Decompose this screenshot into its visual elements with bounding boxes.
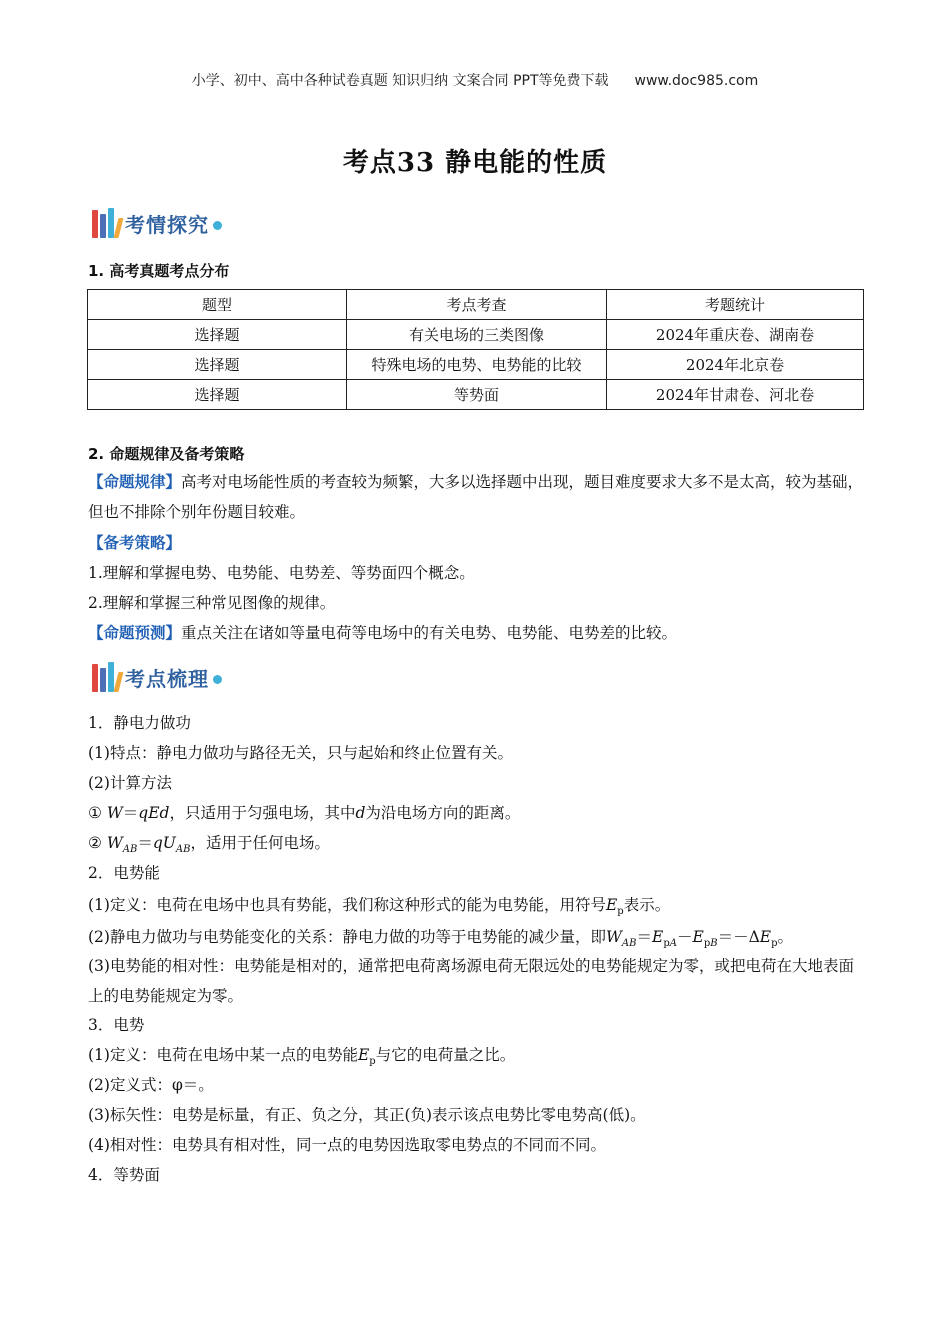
line-text: ，只适用于匀强电场，其中 (169, 804, 356, 822)
section-badge-exam-analysis (92, 206, 222, 240)
books-icon (92, 208, 123, 238)
header-text: 小学、初中、高中各种试卷真题 知识归纳 文案合同 PPT等免费下载 (191, 73, 609, 89)
line-prefix: ② (88, 834, 107, 852)
strategy-item: 2.理解和掌握三种常见图像的规律。 (88, 594, 336, 612)
table-cell: 有关电场的三类图像 (347, 320, 607, 350)
table-cell: 选择题 (88, 380, 347, 410)
table-cell: 选择题 (88, 320, 347, 350)
content-line: 3．电势 (88, 1016, 145, 1034)
formula-line-1: ① W＝qEd，只适用于匀强电场，其中d为沿电场方向的距离。 (88, 804, 521, 822)
header-url[interactable]: www.doc985.com (634, 73, 759, 89)
table-header-cell: 题型 (88, 290, 347, 320)
content-line: 1．静电力做功 (88, 714, 191, 732)
section-badge-knowledge (92, 660, 222, 694)
line-text: 。 (777, 928, 794, 946)
table-cell: 等势面 (347, 380, 607, 410)
table-header-cell: 考题统计 (607, 290, 864, 320)
rule-tag: 【命题规律】 (88, 472, 182, 491)
line-text: 为沿电场方向的距离。 (365, 804, 521, 822)
line-text: 与它的电荷量之比。 (375, 1046, 516, 1064)
content-line: 2．电势能 (88, 864, 160, 882)
formula-line-2: ② $W_{AB}=qU_{AB}$，适用于任何电场。 (88, 834, 330, 856)
badge-label: 考情探究 (125, 212, 209, 237)
books-icon (92, 662, 123, 692)
table-cell: 2024年甘肃卷、河北卷 (607, 380, 864, 410)
content-line: (2)定义式：φ＝。 (88, 1076, 214, 1094)
content-line: (3)标矢性：电势是标量，有正、负之分，其正(负)表示该点电势比零电势高(低)。 (88, 1106, 646, 1124)
table-header-row (88, 290, 864, 320)
line-text: (1)定义：电荷在电场中某一点的电势能 (88, 1046, 358, 1064)
table-cell: 选择题 (88, 350, 347, 380)
page-header (0, 70, 950, 90)
dot-icon (213, 221, 222, 230)
section2-heading: 2. 命题规律及备考策略 (88, 445, 245, 463)
table-cell: 2024年重庆卷、湖南卷 (607, 320, 864, 350)
content-line: (2)计算方法 (88, 774, 172, 792)
content-line: (1)定义：电荷在电场中某一点的电势能$E_p$与它的电荷量之比。 (88, 1046, 516, 1068)
table-row (88, 380, 864, 410)
content-line: (2)静电力做功与电势能变化的关系：静电力做的功等于电势能的减少量，即$W_{AB}=E_{pA}-E_{pB}=-\Delta E_p$。 (88, 928, 794, 950)
rule-text: 高考对电场能性质的考查较为频繁，大多以选择题中出现，题目难度要求大多不是太高，较为基础，但也不排除个别年份题目较难。 (88, 473, 864, 521)
line-text: ，适用于任何电场。 (190, 834, 330, 852)
table-row (88, 320, 864, 350)
content-line: (1)特点：静电力做功与路径无关，只与起始和终止位置有关。 (88, 744, 513, 762)
content-line: (1)定义：电荷在电场中也具有势能，我们称这种形式的能为电势能，用符号$E_p$表示。 (88, 896, 671, 918)
exam-stats-table (87, 289, 864, 410)
formula: $W_{AB}$ (106, 834, 138, 856)
table-cell: 2024年北京卷 (607, 350, 864, 380)
line-text: (2)静电力做功与电势能变化的关系：静电力做的功等于电势能的减少量，即 (88, 928, 606, 946)
content-paragraph: (3)电势能的相对性：电势能是相对的，通常把电荷离场源电荷无限远处的电势能规定为零，或把电荷在大地表面上的电势能规定为零。 (88, 957, 854, 1005)
page-title: 考点33 静电能的性质 (342, 148, 608, 178)
content-line: (4)相对性：电势具有相对性，同一点的电势因选取零电势点的不同而不同。 (88, 1136, 606, 1154)
badge-label: 考点梳理 (125, 666, 209, 691)
forecast-line (88, 621, 677, 643)
content-line: 4．等势面 (88, 1166, 160, 1184)
line-text: (1)定义：电荷在电场中也具有势能，我们称这种形式的能为电势能，用符号 (88, 896, 606, 914)
table-row (88, 350, 864, 380)
formula: W (106, 804, 123, 822)
rule-paragraph (88, 467, 866, 527)
section1-heading: 1. 高考真题考点分布 (88, 262, 230, 280)
forecast-tag: 【命题预测】 (88, 623, 182, 642)
line-text: 表示。 (623, 896, 671, 914)
dot-icon (213, 675, 222, 684)
strategy-item: 1.理解和掌握电势、电势能、电势差、等势面四个概念。 (88, 564, 475, 582)
line-prefix: ① (88, 804, 107, 822)
table-cell: 特殊电场的电势、电势能的比较 (347, 350, 607, 380)
table-header-cell: 考点考查 (347, 290, 607, 320)
strategy-tag: 【备考策略】 (88, 533, 182, 552)
forecast-text: 重点关注在诸如等量电荷等电场中的有关电势、电势能、电势差的比较。 (181, 624, 678, 642)
